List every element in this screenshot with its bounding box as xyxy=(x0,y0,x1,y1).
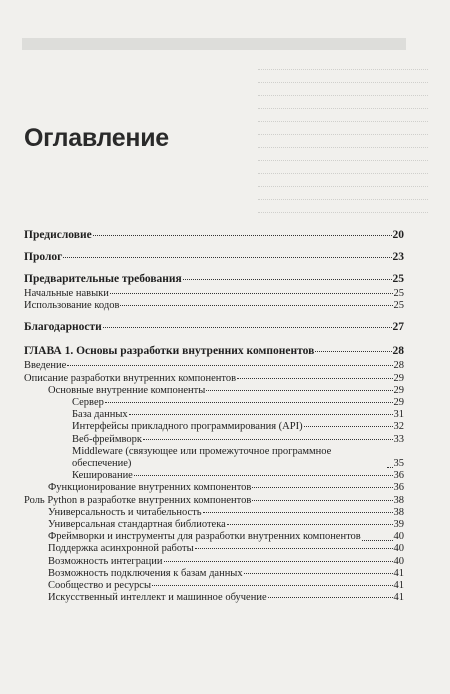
toc-entry-page: 29 xyxy=(393,372,404,384)
toc-entry xyxy=(24,507,404,519)
toc-entry-page: 27 xyxy=(392,321,404,334)
dot-leader xyxy=(152,585,392,586)
toc-entry xyxy=(24,385,404,397)
dot-leader xyxy=(237,378,392,379)
toc-entry-page: 40 xyxy=(393,543,404,555)
table-of-contents xyxy=(24,228,404,604)
toc-entry xyxy=(24,344,404,358)
toc-entry-page: 29 xyxy=(393,397,404,409)
toc-entry-title: Фреймворки и инструменты для разработки внутренних компонентов xyxy=(48,531,361,543)
dot-leader xyxy=(206,390,392,391)
toc-entry-title: Введение xyxy=(24,360,67,372)
dot-leader xyxy=(93,235,392,236)
toc-entry xyxy=(24,228,404,242)
dot-leader xyxy=(120,305,392,306)
toc-entry xyxy=(24,409,404,421)
toc-entry-title: Предисловие xyxy=(24,229,92,241)
dot-leader xyxy=(67,365,392,366)
dot-leader xyxy=(304,426,393,427)
toc-entry-title: Универсальность и читабельность xyxy=(48,506,202,518)
toc-entry xyxy=(24,434,404,446)
toc-entry xyxy=(24,556,404,568)
toc-entry-title: Функционирование внутренних компонентов xyxy=(48,482,252,494)
toc-entry-title: Кеширование xyxy=(72,470,133,482)
toc-entry xyxy=(24,373,404,385)
toc-entry-title: Возможность подключения к базам данных xyxy=(48,567,243,579)
toc-entry-title: Использование кодов xyxy=(24,300,120,312)
dot-leader xyxy=(268,597,393,598)
toc-entry-title: ГЛАВА 1. Основы разработки внутренних компонентов xyxy=(24,345,315,358)
toc-entry xyxy=(24,397,404,409)
toc-entry-title: База данных xyxy=(72,409,128,421)
toc-entry-page: 23 xyxy=(392,251,404,263)
dot-leader xyxy=(134,475,393,476)
toc-entry-title: Веб-фреймворк xyxy=(72,433,142,445)
toc-entry xyxy=(24,470,404,482)
toc-entry-title: Описание разработки внутренних компонентов xyxy=(24,372,237,384)
show-through-text xyxy=(258,60,428,216)
toc-entry xyxy=(24,250,404,264)
show-through-header xyxy=(22,38,406,50)
dot-leader xyxy=(63,257,391,258)
toc-entry-title: Поддержка асинхронной работы xyxy=(48,543,194,555)
dot-leader xyxy=(183,279,392,280)
toc-entry-page: 25 xyxy=(392,273,404,285)
dot-leader xyxy=(164,561,393,562)
toc-entry xyxy=(24,300,404,312)
toc-entry xyxy=(24,421,404,433)
dot-leader xyxy=(203,512,393,513)
toc-entry xyxy=(24,288,404,300)
dot-leader xyxy=(362,540,393,541)
dot-leader xyxy=(252,500,392,501)
dot-leader xyxy=(105,402,393,403)
toc-entry-page: 36 xyxy=(393,470,404,482)
dot-leader xyxy=(103,327,392,328)
toc-entry-page: 40 xyxy=(393,555,404,567)
toc-entry-page: 40 xyxy=(393,531,404,543)
page-title: Оглавление xyxy=(24,124,169,152)
toc-entry xyxy=(24,543,404,555)
toc-entry-title: Предварительные требования xyxy=(24,273,182,285)
toc-entry-page: 41 xyxy=(393,580,404,592)
toc-entry-title: Благодарности xyxy=(24,321,102,334)
dot-leader xyxy=(195,548,393,549)
dot-leader xyxy=(227,524,393,525)
toc-entry-page: 25 xyxy=(393,288,404,299)
dot-leader xyxy=(315,351,391,352)
toc-entry-page: 41 xyxy=(393,567,404,579)
toc-entry xyxy=(24,320,404,334)
toc-entry-page: 36 xyxy=(393,482,404,494)
toc-entry-title: Роль Python в разработке внутренних компонентов xyxy=(24,494,252,506)
toc-entry xyxy=(24,568,404,580)
dot-leader xyxy=(252,487,392,488)
toc-entry-page: 28 xyxy=(393,360,404,372)
toc-entry-page: 28 xyxy=(392,345,404,358)
toc-entry xyxy=(24,592,404,604)
toc-entry-page: 20 xyxy=(392,229,404,241)
toc-entry-page: 31 xyxy=(393,409,404,421)
toc-entry-page: 39 xyxy=(393,519,404,531)
toc-entry-title: Сервер xyxy=(72,397,104,409)
toc-entry-title: Универсальная стандартная библиотека xyxy=(48,519,226,531)
toc-entry-page: 35 xyxy=(393,458,404,470)
toc-entry-page: 41 xyxy=(393,592,404,604)
toc-entry xyxy=(24,519,404,531)
toc-entry-page: 38 xyxy=(393,494,404,506)
dot-leader xyxy=(143,439,393,440)
toc-entry-page: 33 xyxy=(393,433,404,445)
toc-entry xyxy=(24,495,404,507)
toc-entry-title: Искусственный интеллект и машинное обучение xyxy=(48,592,267,604)
toc-entry xyxy=(24,531,404,543)
toc-entry-title: Сообщество и ресурсы xyxy=(48,580,152,592)
dot-leader xyxy=(387,467,393,468)
toc-entry-page: 32 xyxy=(393,421,404,433)
toc-entry-title: Возможность интеграции xyxy=(48,555,163,567)
toc-entry-page: 29 xyxy=(393,384,404,396)
toc-entry-page: 38 xyxy=(393,506,404,518)
toc-entry-title: Интерфейсы прикладного программирования (API) xyxy=(72,421,303,433)
toc-entry xyxy=(24,482,404,494)
toc-entry-page: 25 xyxy=(393,300,404,312)
toc-entry-title: Middleware (связующее или промежуточное программное обеспечение) xyxy=(72,445,332,470)
dot-leader xyxy=(244,573,393,574)
dot-leader xyxy=(110,293,393,294)
toc-entry-title: Пролог xyxy=(24,251,63,263)
toc-entry xyxy=(24,272,404,286)
toc-entry-title: Основные внутренние компоненты xyxy=(48,384,206,396)
toc-entry xyxy=(24,360,404,372)
toc-entry xyxy=(24,446,404,470)
toc-entry-title: Начальные навыки xyxy=(24,288,109,299)
dot-leader xyxy=(129,414,393,415)
toc-entry xyxy=(24,580,404,592)
